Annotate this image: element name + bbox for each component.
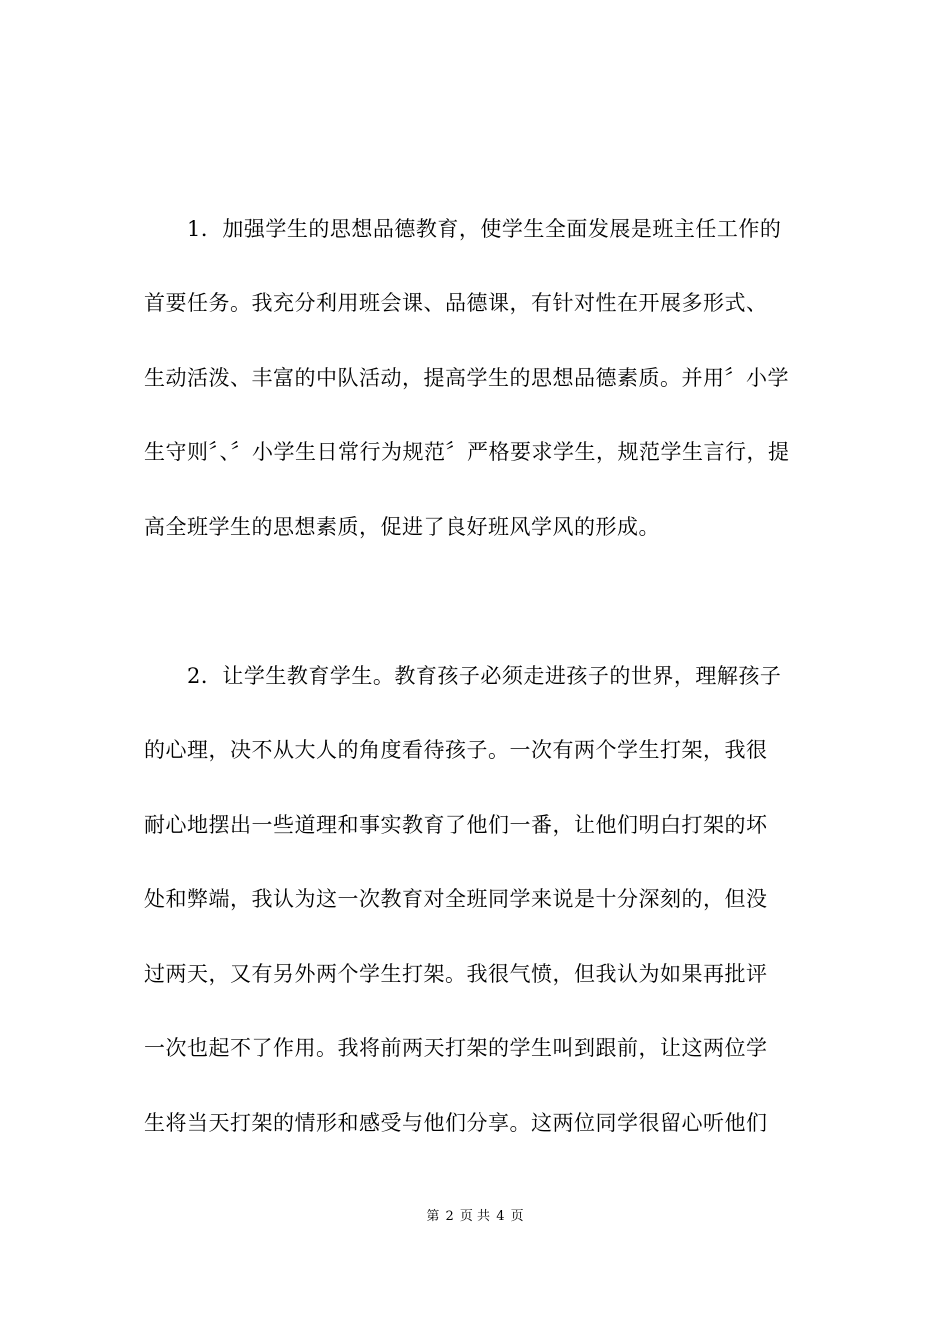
paragraph-1-line-1: 1．加强学生的思想品德教育，使学生全面发展是班主任工作的 <box>144 217 782 241</box>
footer-middle: 页 共 <box>459 1209 491 1224</box>
paragraph-2-line-7: 生将当天打架的情形和感受与他们分享。这两位同学很留心听他们 <box>144 1111 768 1135</box>
footer-suffix: 页 <box>510 1209 524 1224</box>
page-footer <box>0 1208 950 1226</box>
paragraph-2-line-5: 过两天，又有另外两个学生打架。我很气愤，但我认为如果再批评 <box>144 962 768 986</box>
paragraph-1-line-4: 生守则〞、〞小学生日常行为规范〞严格要求学生，规范学生言行，提 <box>144 440 790 464</box>
paragraph-2-line-6: 一次也起不了作用。我将前两天打架的学生叫到跟前，让这两位学 <box>144 1036 768 1060</box>
paragraph-1-line-2: 首要任务。我充分利用班会课、品德课，有针对性在开展多形式、 <box>144 291 768 315</box>
paragraph-2-line-2: 的心理，决不从大人的角度看待孩子。一次有两个学生打架，我很 <box>144 738 768 762</box>
paragraph-1-line-3: 生动活泼、丰富的中队活动，提高学生的思想品德素质。并用〞小学 <box>144 366 789 390</box>
paragraph-2-line-4: 处和弊端，我认为这一次教育对全班同学来说是十分深刻的，但没 <box>144 887 768 911</box>
paragraph-2-line-1: 2．让学生教育学生。教育孩子必须走进孩子的世界，理解孩子 <box>144 664 782 688</box>
paragraph-1-line-5: 高全班学生的思想素质，促进了良好班风学风的形成。 <box>144 515 660 539</box>
paragraph-2-line-3: 耐心地摆出一些道理和事实教育了他们一番，让他们明白打架的坏 <box>144 813 768 837</box>
footer-page-number: 2 <box>445 1209 454 1224</box>
footer-total-pages: 4 <box>496 1209 505 1224</box>
footer-prefix: 第 <box>426 1209 440 1224</box>
